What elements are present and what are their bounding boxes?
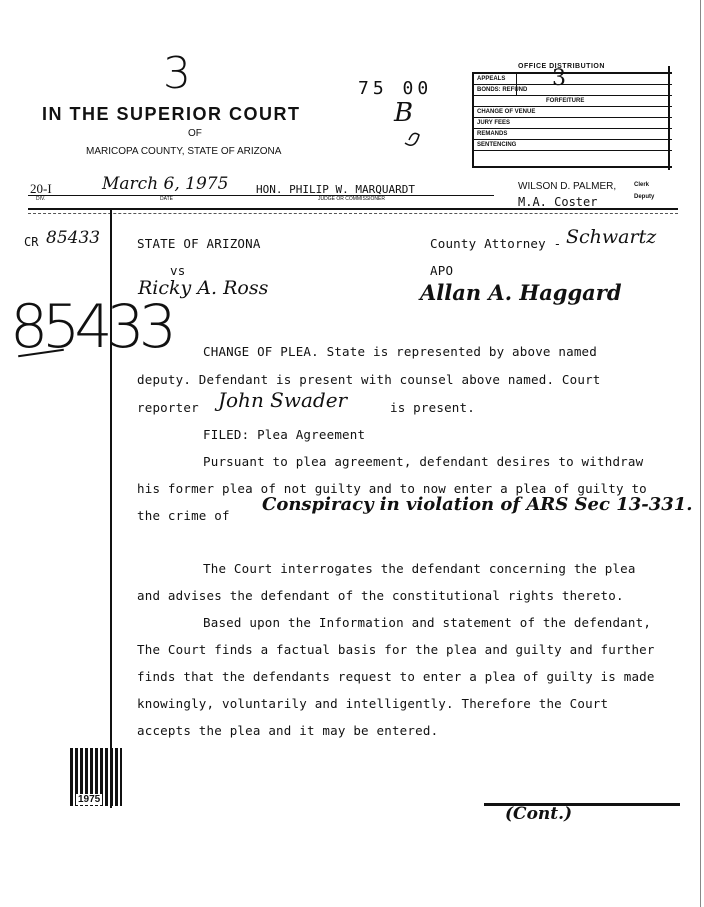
- dist-row-appeals: APPEALS: [474, 74, 672, 85]
- body-line-3a: reporter: [137, 400, 199, 415]
- continued-note: (Cont.): [505, 804, 573, 824]
- apo-label: APO: [430, 263, 454, 278]
- deputy-label: Deputy: [634, 194, 655, 200]
- page-edge: [700, 0, 701, 907]
- apo-name: Allan A. Haggard: [420, 280, 622, 305]
- dist-row-sentencing: SENTENCING: [474, 140, 672, 151]
- body-line-4: FILED: Plea Agreement: [203, 427, 366, 442]
- court-of: OF: [188, 128, 202, 139]
- dist-row-forfeiture: FORFEITURE: [474, 96, 672, 107]
- header-rule: [28, 208, 678, 210]
- hearing-date: March 6, 1975: [102, 174, 229, 194]
- clerk-label: Clerk: [634, 182, 650, 188]
- body-line-6: his former plea of not guilty and to now enter a plea of guilty to: [137, 481, 647, 496]
- deputy-name: M.A. Coster: [518, 195, 598, 209]
- distribution-box: [472, 72, 672, 168]
- court-title: IN THE SUPERIOR COURT: [42, 104, 301, 124]
- date-label: DATE: [160, 196, 173, 202]
- caption-underline: [28, 195, 494, 196]
- body-line-2: deputy. Defendant is present with counsel above named. Court: [137, 372, 601, 387]
- dist-row-venue: CHANGE OF VENUE: [474, 107, 672, 118]
- body-line-5: Pursuant to plea agreement, defendant desires to withdraw: [203, 454, 644, 469]
- initials-scribble: [395, 95, 435, 155]
- crime-charged: Conspiracy in violation of ARS Sec 13-331.: [262, 494, 693, 515]
- distribution-handwritten: 3: [552, 66, 566, 91]
- judge-label: JUDGE OR COMMISSIONER: [318, 196, 385, 202]
- header-rule-2: [28, 213, 678, 214]
- division-label: DIV.: [36, 196, 46, 202]
- defendant-name: Ricky A. Ross: [138, 277, 269, 299]
- body-line-7a: the crime of: [137, 508, 230, 523]
- dist-row-bonds: BONDS: REFUND: [474, 85, 672, 96]
- body-line-12: finds that the defendants request to enter a plea of guilty is made: [137, 669, 655, 684]
- county-name: MARICOPA COUNTY, STATE OF ARIZONA: [86, 146, 282, 157]
- clerk-name: WILSON D. PALMER,: [518, 181, 617, 192]
- body-line-11: The Court finds a factual basis for the plea and guilty and further: [137, 642, 655, 657]
- division: 20-I: [30, 181, 52, 196]
- body-line-10: Based upon the Information and statement of the defendant,: [203, 615, 652, 630]
- distribution-divider: [516, 74, 517, 96]
- large-case-number: 85433: [10, 292, 171, 362]
- judge-name: HON. PHILIP W. MARQUARDT: [256, 183, 415, 196]
- versus: vs: [170, 263, 186, 278]
- body-line-14: accepts the plea and it may be entered.: [137, 723, 439, 738]
- body-line-13: knowingly, voluntarily and intelligently. Therefore the Court: [137, 696, 609, 711]
- dist-row-jury: JURY FEES: [474, 118, 672, 129]
- cr-number: 85433: [46, 228, 101, 248]
- distribution-title: OFFICE DISTRIBUTION: [518, 63, 605, 70]
- court-reporter-name: John Swader: [218, 388, 348, 412]
- body-line-3b: is present.: [390, 400, 475, 415]
- body-line-9: and advises the defendant of the constitutional rights thereto.: [137, 588, 624, 603]
- county-attorney-name: Schwartz: [566, 226, 657, 248]
- plaintiff: STATE OF ARIZONA: [137, 236, 261, 251]
- handwritten-initials: B: [394, 98, 414, 128]
- stamp-number-main: 75 00: [358, 78, 433, 99]
- distribution-right-edge: [668, 66, 670, 170]
- body-line-8: The Court interrogates the defendant concerning the plea: [203, 561, 636, 576]
- filing-stamp-year: 1975: [78, 794, 101, 805]
- handwritten-page-number: 3: [163, 48, 191, 99]
- county-attorney-label: County Attorney -: [430, 236, 562, 251]
- cr-label: CR: [24, 235, 39, 249]
- dist-row-remands: REMANDS: [474, 129, 672, 140]
- body-line-1: CHANGE OF PLEA. State is represented by above named: [203, 344, 598, 359]
